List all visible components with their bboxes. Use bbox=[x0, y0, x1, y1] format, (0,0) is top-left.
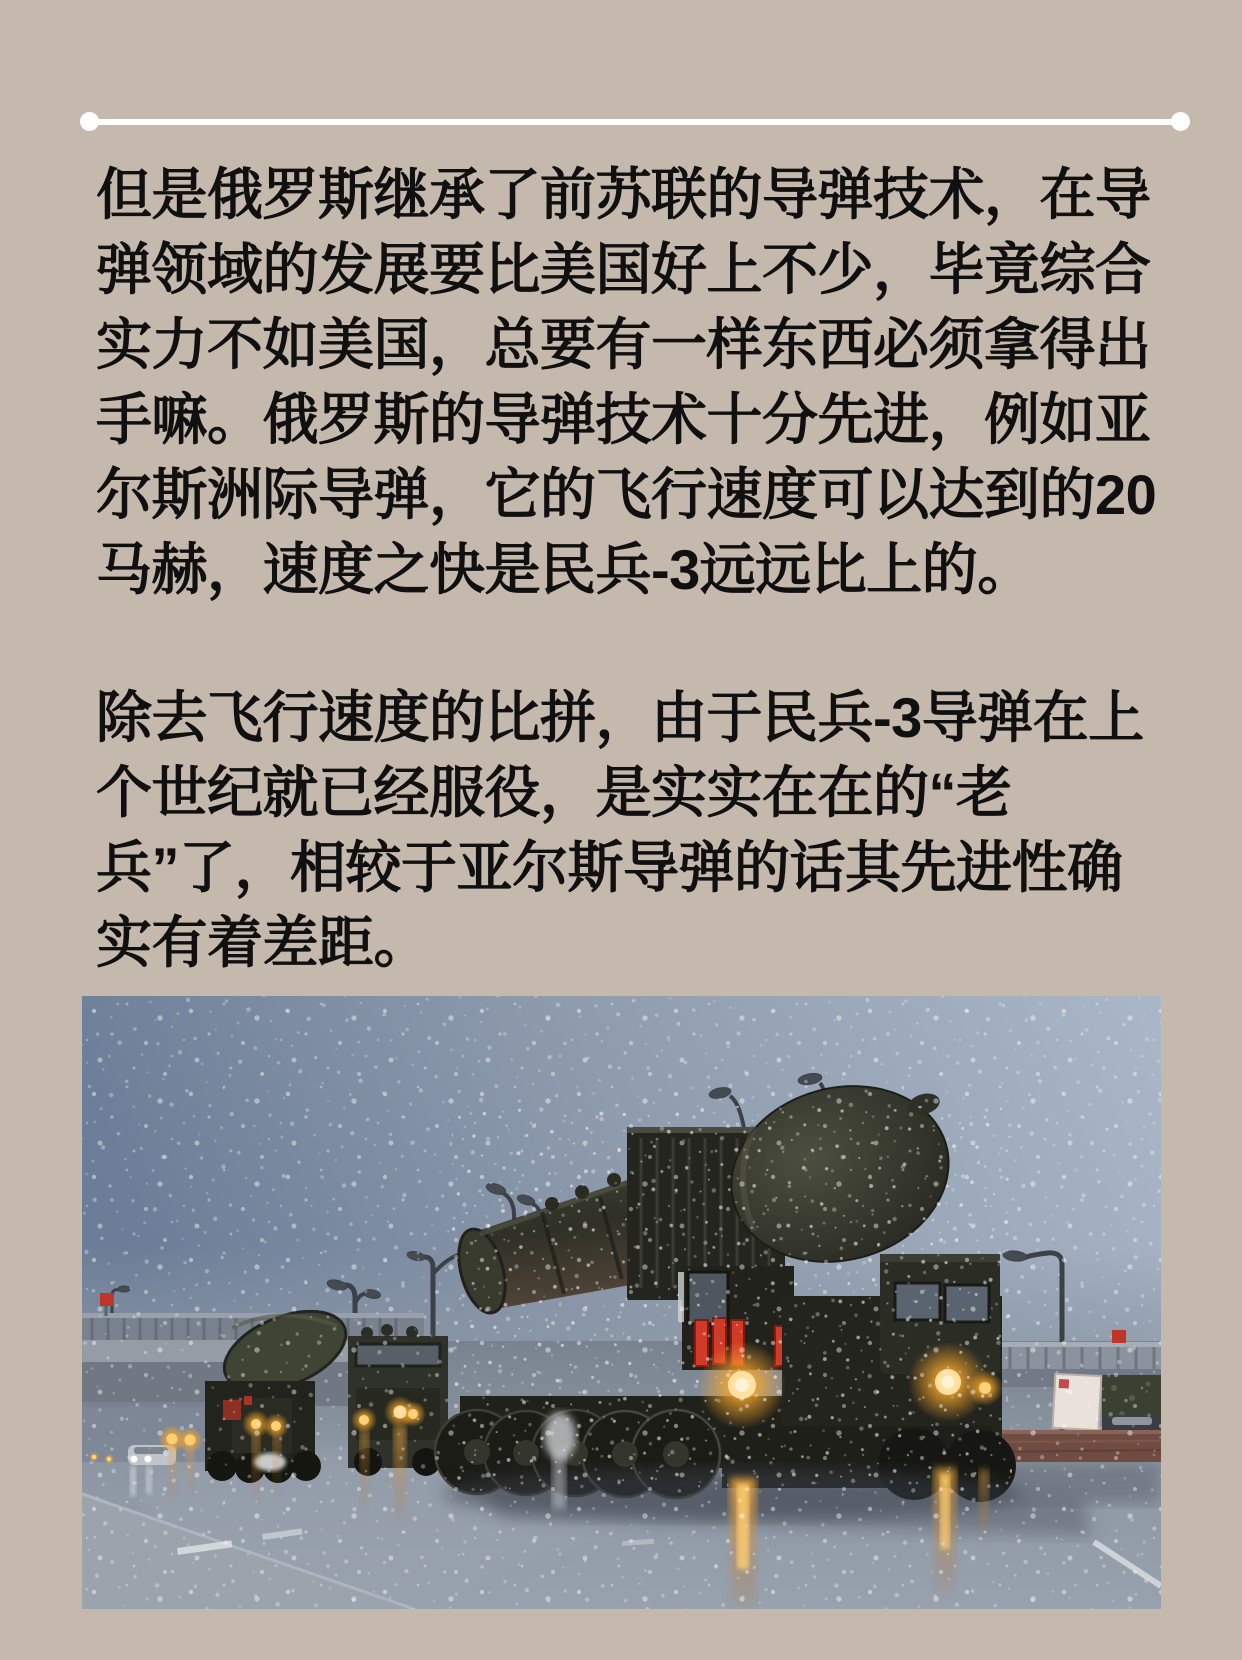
text-line: 尔斯洲际导弹，它的飞行速度可以达到的20 bbox=[96, 463, 1157, 526]
section-divider bbox=[90, 119, 1180, 125]
text-line: 马赫，速度之快是民兵-3远远比上的。 bbox=[96, 538, 1033, 601]
text-line: 实力不如美国，总要有一样东西必须拿得出 bbox=[96, 313, 1151, 376]
text-line: 兵”了，相较于亚尔斯导弹的话其先进性确 bbox=[96, 836, 1123, 899]
snowfall bbox=[82, 996, 1161, 1609]
text-line: 但是俄罗斯继承了前苏联的导弹技术，在导 bbox=[96, 163, 1151, 226]
text-line: 个世纪就已经服役，是实实在在的“老 bbox=[96, 761, 1012, 824]
text-line: 手嘛。俄罗斯的导弹技术十分先进，例如亚 bbox=[96, 388, 1151, 451]
text-line: 实有着差距。 bbox=[96, 911, 429, 974]
divider-dot-right bbox=[1171, 112, 1190, 131]
text-line: 弹领域的发展要比美国好上不少，毕竟综合 bbox=[96, 238, 1151, 301]
paragraph-2 bbox=[96, 680, 1176, 980]
paragraph-1 bbox=[96, 157, 1176, 607]
text-line: 除去飞行速度的比拼，由于民兵-3导弹在上 bbox=[96, 686, 1144, 749]
convoy-photo bbox=[82, 996, 1161, 1609]
